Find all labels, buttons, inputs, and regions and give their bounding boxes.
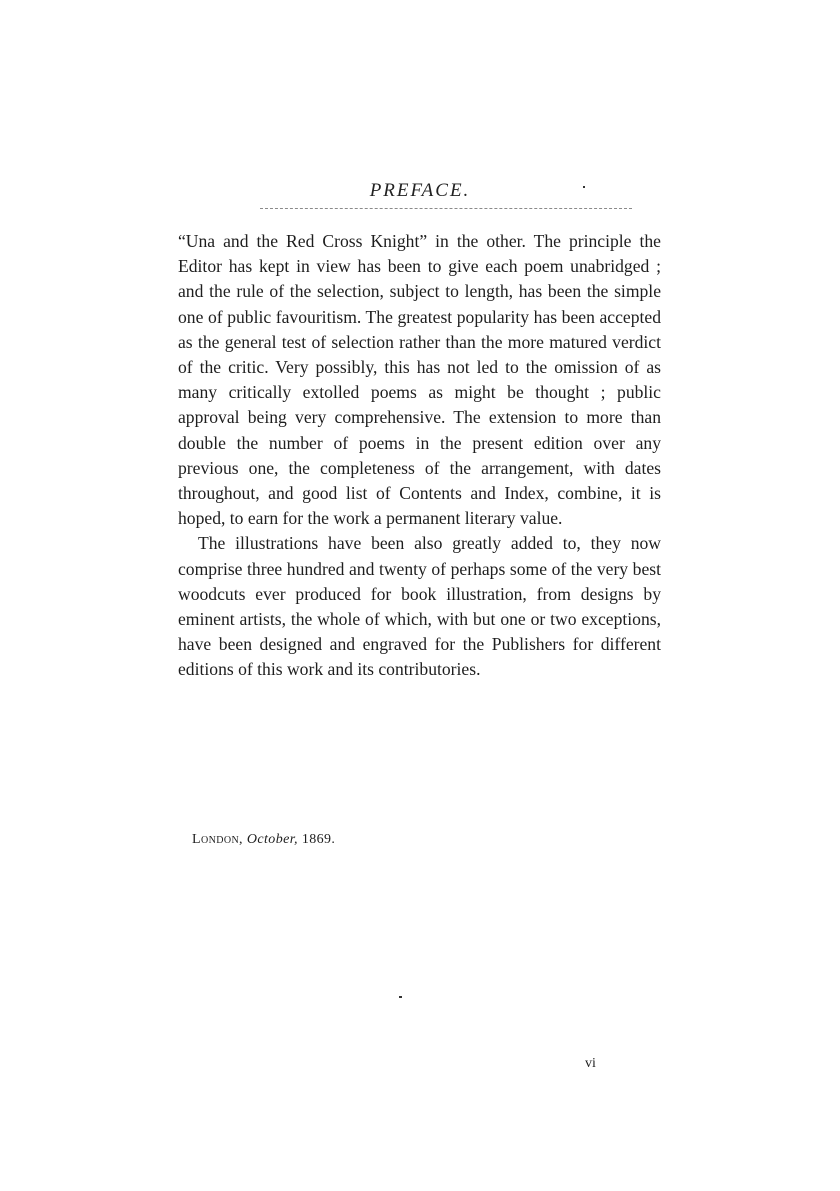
paragraph-continuation: “Una and the Red Cross Knight” in the other. The principle the Editor has kept in view has been to give each poem unabridged ; and the rule of the selection, subject to length, has been the simple one of public favouritism. The greatest popularity has been accepted as the general test of selection rather than the more matured verdict of the critic. Very possibly, this has not led to the omission of as many critically extolled poems as might be thought ; public approval being very comprehensive. The extension to more than double the number of poems in the present edition over any previous one, the completeness of the arrangement, with dates throughout, and good list of Contents and Index, combine, it is hoped, to earn for the work a permanent literary value. [178,231,661,529]
page-number: vi [585,1056,596,1071]
paragraph-illustrations: The illustrations have been also greatly added to, they now comprise three hundred and twenty of perhaps some of the very best woodcuts ever produced for book illustration, from designs by eminent artists, the whole of which, with but one or two exceptions, have been designed and engraved for the Publishers for different editions of this work and its contributories. [178,533,661,680]
speck-mark [399,996,402,998]
dateline [192,832,335,848]
dateline-city: London, [192,832,243,847]
running-title: PREFACE. [369,180,471,201]
dateline-month: October, [246,832,298,847]
dateline-year: 1869. [301,832,336,847]
speck-mark [583,186,585,188]
header-rule [260,208,632,209]
preface-body [178,229,661,683]
